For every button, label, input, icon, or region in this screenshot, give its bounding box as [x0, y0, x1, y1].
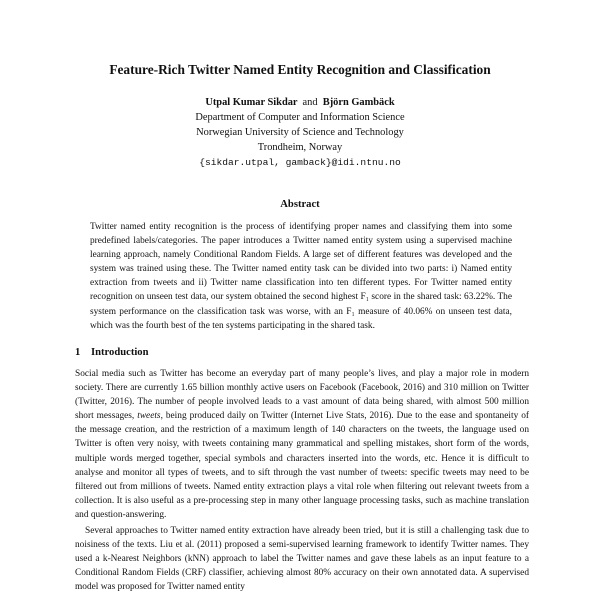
author-line [0, 95, 600, 110]
section-heading [75, 347, 149, 358]
abstract-text: Twitter named entity recognition is the process of identifying proper names and classifying them into some predefined labels/categories. The paper introduces a Twitter named entity system using a supervised machine learning approach, namely Conditional Random Fields. A large set of different features was developed and the system was trained using these. The Twitter named entity task can be divided into two parts: i) Named entity extraction from tweets and ii) Twitter name classification into ten different types. For Twitter named entity recognition on unseen test data, our system obtained the second highest F₁ score in the shared task: 63.22%. The system performance on the classification task was worse, with an F₁ measure of 40.06% on unseen test data, which was the fourth best of the ten systems participating in the shared task. [90, 222, 512, 331]
affiliation-line: Department of Computer and Information Science [195, 112, 405, 123]
paragraph [75, 367, 529, 522]
abstract-heading: Abstract [280, 199, 320, 210]
affiliation-line: Trondheim, Norway [257, 142, 343, 153]
section-body [75, 367, 529, 595]
author-block [0, 95, 600, 170]
paragraph-text: , being produced daily on Twitter (Internet Live Stats, 2016). Due to the ease and spontaneity of the message creation, and the restriction of a maximum length of 140 characters on the tweets, the language used on Twitter is often very noisy, with tweets containing many grammatical and spelling mistakes, short form of the words, multiple words merged together, special symbols and characters inserted into the words, etc. Hence it is difficult to analyse and monitor all types of tweets, and to sift through the vast number of tweets: specific tweets may need to be filtered out from millions of tweets. Named entity extraction plays a vital role when filtering out relevant tweets from a collection. It is also useful as a pre-processing step in many other language processing tasks, such as machine translation and question-answering. [75, 411, 529, 520]
section-number: 1 [75, 347, 81, 358]
affiliation-line: Norwegian University of Science and Technology [196, 127, 404, 138]
paragraph-text: Social media such as Twitter has become an everyday part of many people’s lives, and play a major role in modern society. There are currently 1.65 billion monthly active users on Facebook (Facebook, 2016) and 310 million on Twitter (Twitter, 2016). The number of people involved leads to a vast amount of data being shared, with almost 500 million short messages, [75, 369, 529, 422]
section-title: Introduction [91, 347, 149, 358]
italic-term: tweets [137, 411, 161, 422]
author-name: Björn Gambäck [322, 97, 395, 108]
paragraph: Several approaches to Twitter named entity extraction have already been tried, but it is still a challenging task due to noisiness of the texts. Liu et al. (2011) proposed a semi-supervised learning framework to identify Twitter names. They used a k-Nearest Neighbors (kNN) approach to label the Twitter names and gave these labels as an input feature to a Conditional Random Fields (CRF) classifier, achieving almost 80% accuracy on their own annotated data. A supervised model was proposed for Twitter named entity [75, 526, 529, 593]
author-conjunction: and [302, 97, 318, 108]
paper-title: Feature-Rich Twitter Named Entity Recognition and Classification [109, 62, 491, 77]
author-email[interactable]: {sikdar.utpal, gamback}@idi.ntnu.no [199, 157, 401, 168]
author-name: Utpal Kumar Sikdar [205, 97, 298, 108]
